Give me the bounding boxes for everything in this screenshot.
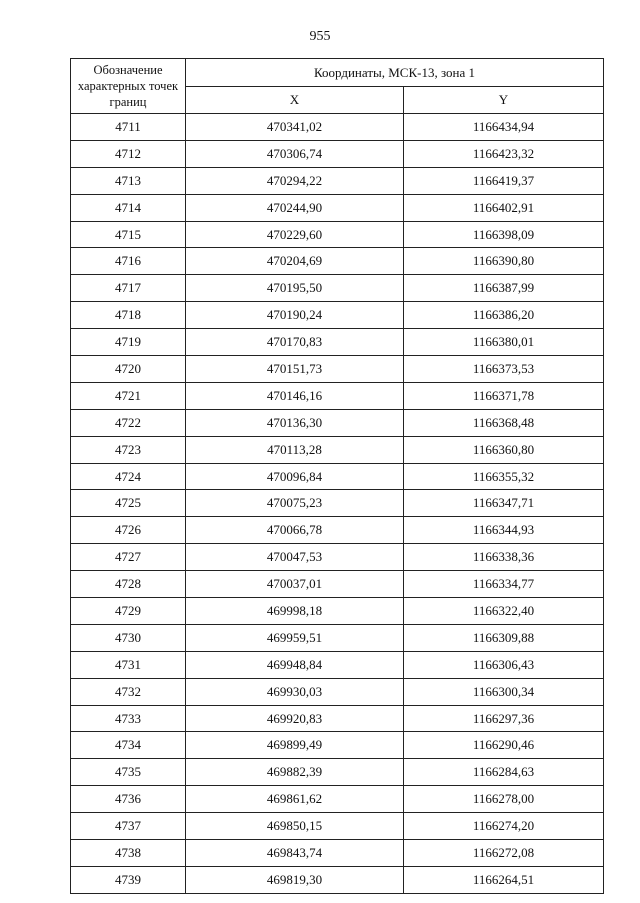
table-row bbox=[71, 463, 604, 490]
table-row bbox=[71, 624, 604, 651]
table-row bbox=[71, 840, 604, 867]
x-coordinate-cell: 470146,16 bbox=[186, 382, 404, 409]
header-y-label: Y bbox=[404, 87, 604, 114]
y-coordinate-cell: 1166373,53 bbox=[404, 356, 604, 383]
page-number: 955 bbox=[309, 29, 331, 44]
y-coordinate-cell: 1166398,09 bbox=[404, 221, 604, 248]
point-id-cell: 4739 bbox=[71, 866, 186, 893]
table-row bbox=[71, 275, 604, 302]
y-coordinate-cell: 1166360,80 bbox=[404, 436, 604, 463]
x-coordinate-cell: 469959,51 bbox=[186, 624, 404, 651]
x-coordinate-cell: 470037,01 bbox=[186, 571, 404, 598]
y-coordinate-cell: 1166347,71 bbox=[404, 490, 604, 517]
x-coordinate-cell: 470066,78 bbox=[186, 517, 404, 544]
point-id-cell: 4720 bbox=[71, 356, 186, 383]
table-row bbox=[71, 167, 604, 194]
table-row bbox=[71, 705, 604, 732]
x-coordinate-cell: 469819,30 bbox=[186, 866, 404, 893]
x-coordinate-cell: 469899,49 bbox=[186, 732, 404, 759]
point-id-cell: 4715 bbox=[71, 221, 186, 248]
y-coordinate-cell: 1166322,40 bbox=[404, 598, 604, 625]
point-id-cell: 4738 bbox=[71, 840, 186, 867]
point-id-cell: 4737 bbox=[71, 813, 186, 840]
x-coordinate-cell: 470244,90 bbox=[186, 194, 404, 221]
x-coordinate-cell: 470136,30 bbox=[186, 409, 404, 436]
point-id-cell: 4724 bbox=[71, 463, 186, 490]
table-row bbox=[71, 571, 604, 598]
y-coordinate-cell: 1166300,34 bbox=[404, 678, 604, 705]
x-coordinate-cell: 470195,50 bbox=[186, 275, 404, 302]
y-coordinate-cell: 1166386,20 bbox=[404, 302, 604, 329]
table-body bbox=[71, 114, 604, 894]
table-row bbox=[71, 221, 604, 248]
point-id-cell: 4727 bbox=[71, 544, 186, 571]
point-id-cell: 4726 bbox=[71, 517, 186, 544]
table-row bbox=[71, 651, 604, 678]
point-id-cell: 4729 bbox=[71, 598, 186, 625]
x-coordinate-cell: 470306,74 bbox=[186, 140, 404, 167]
table-row bbox=[71, 409, 604, 436]
header-coords-label: Координаты, МСК-13, зона 1 bbox=[186, 59, 604, 87]
table-row bbox=[71, 356, 604, 383]
y-coordinate-cell: 1166387,99 bbox=[404, 275, 604, 302]
table-row bbox=[71, 490, 604, 517]
header-point-label: Обозначение характерных точек границ bbox=[71, 59, 186, 114]
table-row bbox=[71, 786, 604, 813]
x-coordinate-cell: 470170,83 bbox=[186, 329, 404, 356]
point-id-cell: 4714 bbox=[71, 194, 186, 221]
x-coordinate-cell: 470047,53 bbox=[186, 544, 404, 571]
table-row bbox=[71, 436, 604, 463]
y-coordinate-cell: 1166309,88 bbox=[404, 624, 604, 651]
table-row bbox=[71, 329, 604, 356]
coordinates-table bbox=[70, 58, 604, 894]
table-row bbox=[71, 114, 604, 141]
x-coordinate-cell: 469930,03 bbox=[186, 678, 404, 705]
x-coordinate-cell: 470294,22 bbox=[186, 167, 404, 194]
table-row bbox=[71, 813, 604, 840]
table-header bbox=[71, 59, 604, 114]
y-coordinate-cell: 1166423,32 bbox=[404, 140, 604, 167]
y-coordinate-cell: 1166284,63 bbox=[404, 759, 604, 786]
point-id-cell: 4733 bbox=[71, 705, 186, 732]
y-coordinate-cell: 1166290,46 bbox=[404, 732, 604, 759]
table-row bbox=[71, 194, 604, 221]
y-coordinate-cell: 1166274,20 bbox=[404, 813, 604, 840]
x-coordinate-cell: 469998,18 bbox=[186, 598, 404, 625]
x-coordinate-cell: 470229,60 bbox=[186, 221, 404, 248]
point-id-cell: 4736 bbox=[71, 786, 186, 813]
table-row bbox=[71, 140, 604, 167]
point-id-cell: 4735 bbox=[71, 759, 186, 786]
table-row bbox=[71, 544, 604, 571]
y-coordinate-cell: 1166390,80 bbox=[404, 248, 604, 275]
point-id-cell: 4734 bbox=[71, 732, 186, 759]
point-id-cell: 4719 bbox=[71, 329, 186, 356]
point-id-cell: 4712 bbox=[71, 140, 186, 167]
point-id-cell: 4713 bbox=[71, 167, 186, 194]
y-coordinate-cell: 1166402,91 bbox=[404, 194, 604, 221]
y-coordinate-cell: 1166278,00 bbox=[404, 786, 604, 813]
y-coordinate-cell: 1166355,32 bbox=[404, 463, 604, 490]
point-id-cell: 4732 bbox=[71, 678, 186, 705]
y-coordinate-cell: 1166264,51 bbox=[404, 866, 604, 893]
y-coordinate-cell: 1166380,01 bbox=[404, 329, 604, 356]
point-id-cell: 4730 bbox=[71, 624, 186, 651]
point-id-cell: 4721 bbox=[71, 382, 186, 409]
table-row bbox=[71, 248, 604, 275]
x-coordinate-cell: 470204,69 bbox=[186, 248, 404, 275]
x-coordinate-cell: 470113,28 bbox=[186, 436, 404, 463]
y-coordinate-cell: 1166344,93 bbox=[404, 517, 604, 544]
table-row bbox=[71, 382, 604, 409]
y-coordinate-cell: 1166272,08 bbox=[404, 840, 604, 867]
point-id-cell: 4718 bbox=[71, 302, 186, 329]
x-coordinate-cell: 469850,15 bbox=[186, 813, 404, 840]
header-x-label: X bbox=[186, 87, 404, 114]
table-row bbox=[71, 517, 604, 544]
y-coordinate-cell: 1166297,36 bbox=[404, 705, 604, 732]
x-coordinate-cell: 470151,73 bbox=[186, 356, 404, 383]
x-coordinate-cell: 469948,84 bbox=[186, 651, 404, 678]
x-coordinate-cell: 470075,23 bbox=[186, 490, 404, 517]
y-coordinate-cell: 1166334,77 bbox=[404, 571, 604, 598]
point-id-cell: 4723 bbox=[71, 436, 186, 463]
y-coordinate-cell: 1166419,37 bbox=[404, 167, 604, 194]
x-coordinate-cell: 470341,02 bbox=[186, 114, 404, 141]
y-coordinate-cell: 1166371,78 bbox=[404, 382, 604, 409]
x-coordinate-cell: 469920,83 bbox=[186, 705, 404, 732]
table-row bbox=[71, 759, 604, 786]
point-id-cell: 4711 bbox=[71, 114, 186, 141]
point-id-cell: 4731 bbox=[71, 651, 186, 678]
y-coordinate-cell: 1166434,94 bbox=[404, 114, 604, 141]
y-coordinate-cell: 1166338,36 bbox=[404, 544, 604, 571]
table-row bbox=[71, 732, 604, 759]
point-id-cell: 4728 bbox=[71, 571, 186, 598]
point-id-cell: 4716 bbox=[71, 248, 186, 275]
point-id-cell: 4725 bbox=[71, 490, 186, 517]
y-coordinate-cell: 1166306,43 bbox=[404, 651, 604, 678]
table-row bbox=[71, 678, 604, 705]
table-row bbox=[71, 598, 604, 625]
x-coordinate-cell: 470190,24 bbox=[186, 302, 404, 329]
point-id-cell: 4722 bbox=[71, 409, 186, 436]
x-coordinate-cell: 469882,39 bbox=[186, 759, 404, 786]
point-id-cell: 4717 bbox=[71, 275, 186, 302]
x-coordinate-cell: 470096,84 bbox=[186, 463, 404, 490]
y-coordinate-cell: 1166368,48 bbox=[404, 409, 604, 436]
x-coordinate-cell: 469861,62 bbox=[186, 786, 404, 813]
x-coordinate-cell: 469843,74 bbox=[186, 840, 404, 867]
table-row bbox=[71, 302, 604, 329]
table-row bbox=[71, 866, 604, 893]
